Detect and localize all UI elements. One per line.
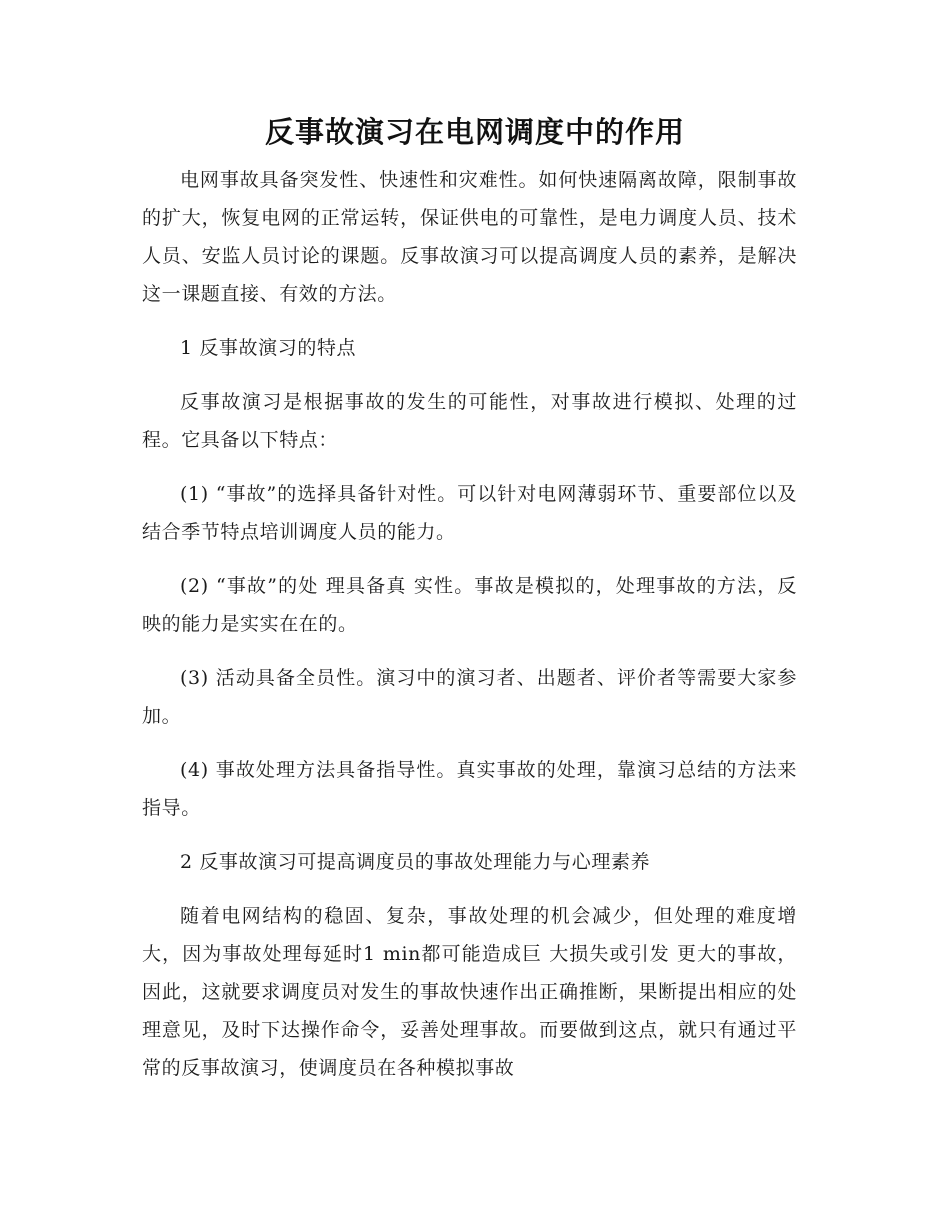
list-item-1: (1) “事故”的选择具备针对性。可以针对电网薄弱环节、重要部位以及结合季节特点培训调度人员的能力。 xyxy=(142,483,797,543)
paragraph-section-2: 随着电网结构的稳固、复杂，事故处理的机会减少，但处理的难度增大，因为事故处理每延时1 min都可能造成巨 大损失或引发 更大的事故，因此，这就要求调度员对发生的事故快速作出正确推断，果断提出相应的处理意见，及时下达操作命令，妥善处理事故。而要做到这点，就只有通过平常的反事故演习，使调度员在各种模拟事故 xyxy=(142,905,797,1079)
section-heading-1: 1 反事故演习的特点 xyxy=(180,337,357,359)
list-item-3: (3) 活动具备全员性。演习中的演习者、出题者、评价者等需要大家参加。 xyxy=(142,667,797,727)
list-item-2: (2) “事故”的处 理具备真 实性。事故是模拟的，处理事故的方法，反映的能力是实实在在的。 xyxy=(142,575,797,635)
paragraph-intro: 电网事故具备突发性、快速性和灾难性。如何快速隔离故障，限制事故的扩大，恢复电网的正常运转，保证供电的可靠性，是电力调度人员、技术人员、安监人员讨论的课题。反事故演习可以提高调度人员的素养，是解决这一课题直接、有效的方法。 xyxy=(142,169,797,305)
page-title: 反事故演习在电网调度中的作用 xyxy=(264,115,685,149)
list-item-4: (4) 事故处理方法具备指导性。真实事故的处理，靠演习总结的方法来指导。 xyxy=(142,759,797,819)
section-heading-2: 2 反事故演习可提高调度员的事故处理能力与心理素养 xyxy=(180,851,651,873)
document-body xyxy=(142,161,797,1087)
paragraph-section-1-intro: 反事故演习是根据事故的发生的可能性，对事故进行模拟、处理的过程。它具备以下特点： xyxy=(142,391,797,451)
